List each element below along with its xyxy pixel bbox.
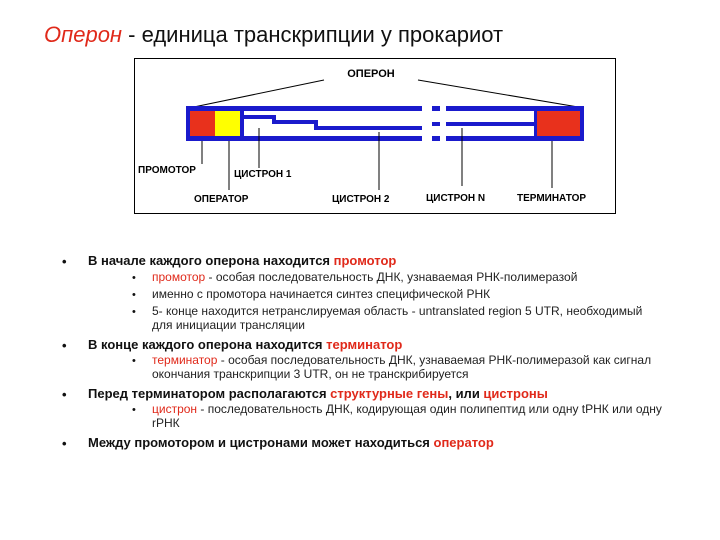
sub-text: именно с промотора начинается синтез специфической РНК bbox=[152, 287, 491, 301]
sub-highlight: промотор bbox=[152, 270, 206, 284]
bullet-dot: • bbox=[62, 338, 67, 353]
promoter-box bbox=[189, 111, 215, 136]
terminator-left-edge bbox=[534, 111, 537, 136]
title-accent: Оперон bbox=[44, 22, 123, 47]
bullet-item-terminator bbox=[88, 337, 402, 352]
bullet-highlight: промотор bbox=[333, 253, 397, 268]
label-operator: ОПЕРАТОР bbox=[194, 194, 249, 205]
bullet-highlight: структурные гены bbox=[330, 386, 449, 401]
sub-text: - особая последовательность ДНК, узнаваемая РНК-полимеразой bbox=[205, 270, 578, 284]
bullet-dot: • bbox=[62, 387, 67, 402]
bullet-text: В конце каждого оперона находится bbox=[88, 337, 327, 352]
operator-right-edge bbox=[240, 106, 244, 141]
dna-top-strand-right bbox=[446, 106, 584, 111]
bullet-dot: • bbox=[62, 254, 67, 269]
sub-item-cistron-def bbox=[152, 402, 664, 430]
sub-bullet-dot: • bbox=[132, 306, 136, 318]
sub-item-terminator-def bbox=[152, 353, 668, 381]
sub-highlight: цистрон bbox=[152, 402, 198, 416]
terminator-box bbox=[536, 111, 580, 136]
dna-left-cap bbox=[186, 106, 190, 141]
label-terminator: ТЕРМИНАТОР bbox=[517, 193, 587, 204]
label-cistron1: ЦИСТРОН 1 bbox=[234, 169, 292, 180]
sub-text: - последовательность ДНК, кодирующая один полипептид или одну tРНК или одну rРНК bbox=[152, 402, 662, 430]
sub-text: - особая последовательность ДНК, узнаваемая РНК-полимеразой как сигнал окончания транскрипции 3 UTR, он не транскрибируется bbox=[152, 353, 652, 381]
label-cistronN: ЦИСТРОН N bbox=[426, 193, 486, 204]
sub-bullet-dot: • bbox=[132, 355, 136, 367]
sub-item-promoter-start bbox=[152, 287, 682, 301]
dna-bottom-strand bbox=[186, 136, 422, 141]
dna-top-strand bbox=[186, 106, 422, 111]
sub-text: 5- конце находится нетранслируемая область - untranslated region 5 UTR, необходимый для инициации трансляции bbox=[152, 304, 643, 332]
sub-item-5utr bbox=[152, 304, 652, 332]
bullet-dot: • bbox=[62, 436, 67, 451]
label-cistron2: ЦИСТРОН 2 bbox=[332, 194, 390, 205]
bullet-text-mid: , или bbox=[448, 386, 484, 401]
bullet-text: В начале каждого оперона находится bbox=[88, 253, 334, 268]
sub-item-promoter-def bbox=[152, 270, 682, 284]
bullet-item-operator bbox=[88, 435, 494, 450]
sub-bullet-dot: • bbox=[132, 404, 136, 416]
operator-box bbox=[215, 111, 242, 136]
bullet-text: Между промотором и цистронами может находиться bbox=[88, 435, 434, 450]
bullet-item-promoter bbox=[88, 253, 396, 268]
sub-bullet-dot: • bbox=[132, 289, 136, 301]
slide-title bbox=[44, 22, 503, 48]
bullet-text: Перед терминатором располагаются bbox=[88, 386, 331, 401]
bullet-highlight: терминатор bbox=[326, 337, 403, 352]
bullet-item-cistrons bbox=[88, 386, 548, 401]
dna-bottom-strand-right bbox=[446, 136, 584, 141]
bullet-highlight-2: цистроны bbox=[483, 386, 548, 401]
dna-gap-dash2 bbox=[432, 136, 440, 141]
dna-right-cap bbox=[580, 106, 584, 141]
sub-highlight: терминатор bbox=[152, 353, 218, 367]
dna-gap-dash1 bbox=[432, 106, 440, 111]
operon-diagram bbox=[134, 58, 616, 214]
sub-bullet-dot: • bbox=[132, 272, 136, 284]
bullet-highlight: оператор bbox=[433, 435, 494, 450]
dna-gap-dash3 bbox=[432, 122, 440, 126]
title-rest: - единица транскрипции у прокариот bbox=[122, 22, 504, 47]
label-operon: ОПЕРОН bbox=[347, 68, 395, 80]
label-promoter: ПРОМОТОР bbox=[138, 165, 196, 176]
